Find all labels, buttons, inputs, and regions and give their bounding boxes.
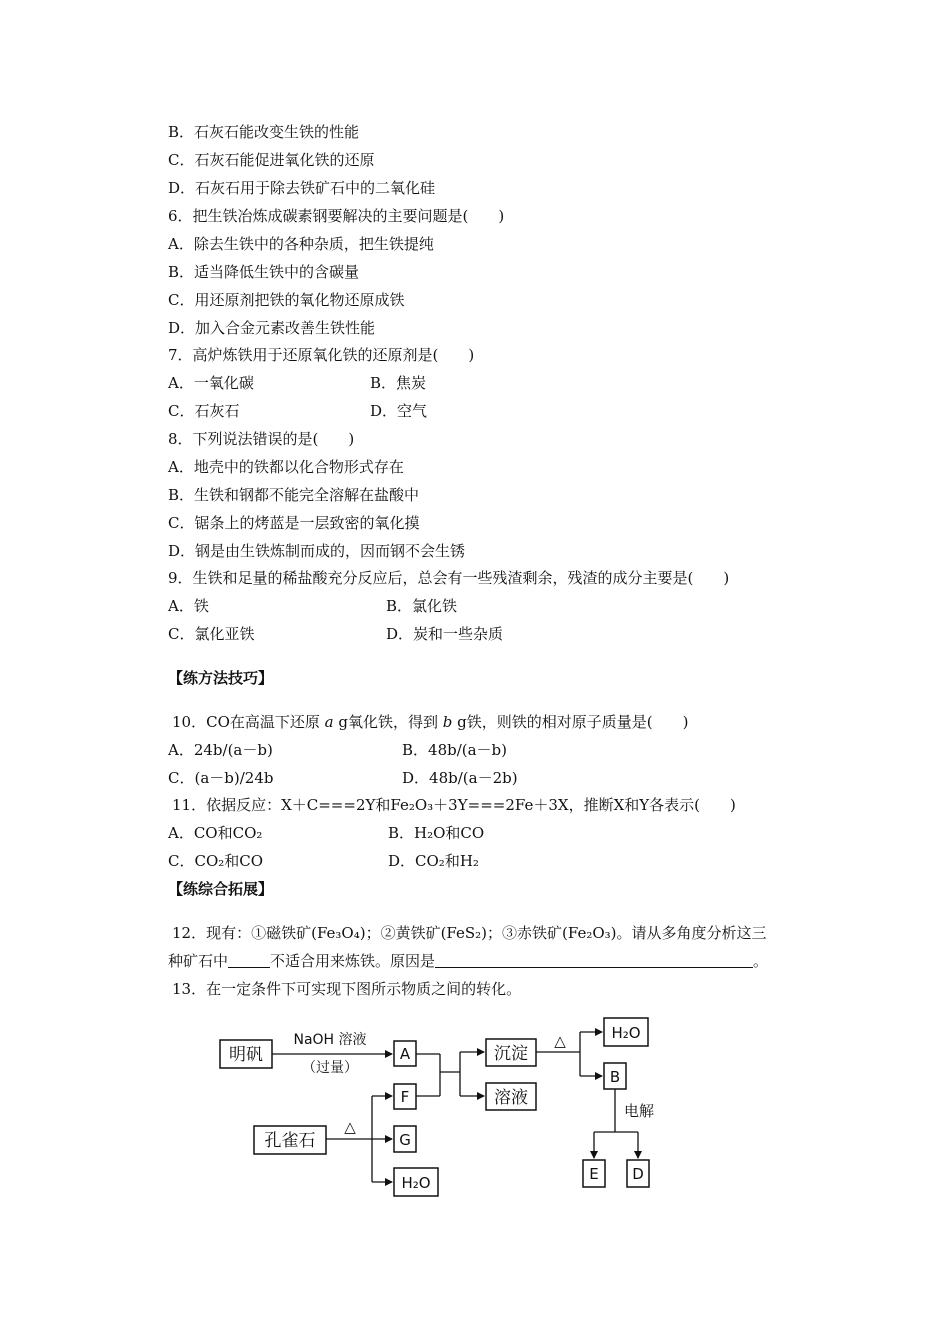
label-excess: （过量） — [302, 1060, 358, 1076]
q11-option-c: C．CO₂和CO — [168, 852, 264, 870]
label-solution: 溶液 — [494, 1088, 528, 1108]
q8-option-a: A．地壳中的铁都以化合物形式存在 — [168, 458, 404, 476]
q6-option-c: C．用还原剂把铁的氧化物还原成铁 — [168, 291, 405, 309]
q9-option-b: B．氯化铁 — [386, 597, 458, 615]
q7-option-a: A．一氧化碳 — [168, 374, 254, 392]
q13-stem: 13．在一定条件下可实现下图所示物质之间的转化。 — [172, 980, 522, 998]
q10-option-a: A．24b/(a－b) — [168, 741, 273, 759]
q9-option-d: D．炭和一些杂质 — [386, 625, 504, 643]
q6-stem: 6．把生铁冶炼成碳素钢要解决的主要问题是( ) — [168, 207, 505, 225]
q10-stem-pre: 10．CO在高温下还原 — [172, 713, 320, 731]
q12-line2-post: 。 — [753, 952, 769, 970]
q7-option-b: B．焦炭 — [370, 374, 427, 392]
q8-stem: 8．下列说法错误的是( ) — [168, 430, 355, 448]
q9-option-a: A．铁 — [168, 597, 209, 615]
label-malachite: 孔雀石 — [264, 1131, 316, 1151]
q10-stem — [172, 712, 688, 732]
label-delta-heat-2: △ — [344, 1118, 356, 1136]
label-precipitate: 沉淀 — [494, 1044, 528, 1064]
label-b: B — [609, 1068, 621, 1086]
label-e: E — [589, 1165, 599, 1183]
q9-option-c: C．氯化亚铁 — [168, 625, 255, 643]
label-a: A — [399, 1045, 411, 1063]
q6-option-b: B．适当降低生铁中的含碳量 — [168, 263, 360, 281]
q11-option-d: D．CO₂和H₂ — [388, 852, 479, 870]
q10-var-a: a — [324, 713, 334, 731]
label-h2o-top: H₂O — [611, 1024, 641, 1042]
label-naoh-solution: NaOH 溶液 — [293, 1032, 367, 1048]
q6-option-d: D．加入合金元素改善生铁性能 — [168, 319, 376, 337]
q9-stem: 9．生铁和足量的稀盐酸充分反应后，总会有一些残渣剩余，残渣的成分主要是( ) — [168, 569, 730, 587]
q5-option-d: D．石灰石用于除去铁矿石中的二氧化硅 — [168, 179, 436, 197]
q7-stem: 7．高炉炼铁用于还原氧化铁的还原剂是( ) — [168, 346, 475, 364]
q6-option-a: A．除去生铁中的各种杂质，把生铁提纯 — [168, 235, 434, 253]
q7-option-c: C．石灰石 — [168, 402, 240, 420]
q11-stem: 11．依据反应：X＋C===2Y和Fe₂O₃＋3Y===2Fe＋3X，推断X和Y各表示( ) — [172, 796, 736, 814]
q10-stem-mid: g氧化铁，得到 — [338, 713, 438, 731]
q10-stem-post: g铁，则铁的相对原子质量是( ) — [457, 713, 689, 731]
q12-answer-blank-ore[interactable] — [228, 953, 270, 968]
q8-option-c: C．锯条上的烤蓝是一层致密的氧化摸 — [168, 514, 420, 532]
section-heading-comprehensive: 【练综合拓展】 — [168, 880, 274, 898]
q10-option-b: B．48b/(a－b) — [402, 741, 508, 759]
q12-line1: 12．现有：①磁铁矿(Fe₃O₄)；②黄铁矿(FeS₂)；③赤铁矿(Fe₂O₃)。请从多角度分析这三 — [172, 924, 767, 942]
q10-option-d: D．48b/(a－2b) — [402, 769, 518, 787]
q5-option-b: B．石灰石能改变生铁的性能 — [168, 123, 360, 141]
transformation-diagram — [210, 1012, 680, 1202]
label-electrolysis: 电解 — [623, 1102, 655, 1120]
q11-option-b: B．H₂O和CO — [388, 824, 485, 842]
q12-answer-blank-reason[interactable] — [435, 953, 753, 968]
label-h2o-bottom: H₂O — [401, 1174, 431, 1192]
q7-option-d: D．空气 — [370, 402, 428, 420]
label-alum: 明矾 — [229, 1045, 263, 1065]
label-delta-heat-1: △ — [554, 1032, 566, 1050]
q10-var-b: b — [442, 713, 453, 731]
q8-option-d: D．钢是由生铁炼制而成的，因而钢不会生锈 — [168, 542, 466, 560]
section-heading-method: 【练方法技巧】 — [168, 669, 274, 687]
q12-line2-mid: 不适合用来炼铁。原因是 — [270, 952, 436, 970]
q5-option-c: C．石灰石能促进氧化铁的还原 — [168, 151, 375, 169]
q11-option-a: A．CO和CO₂ — [168, 824, 263, 842]
q12-line2 — [168, 951, 768, 971]
label-g: G — [399, 1131, 411, 1149]
label-d: D — [632, 1165, 644, 1183]
q12-line2-pre: 种矿石中 — [168, 952, 229, 970]
q10-option-c: C．(a－b)/24b — [168, 769, 274, 787]
label-f: F — [400, 1088, 410, 1106]
q8-option-b: B．生铁和钢都不能完全溶解在盐酸中 — [168, 486, 420, 504]
